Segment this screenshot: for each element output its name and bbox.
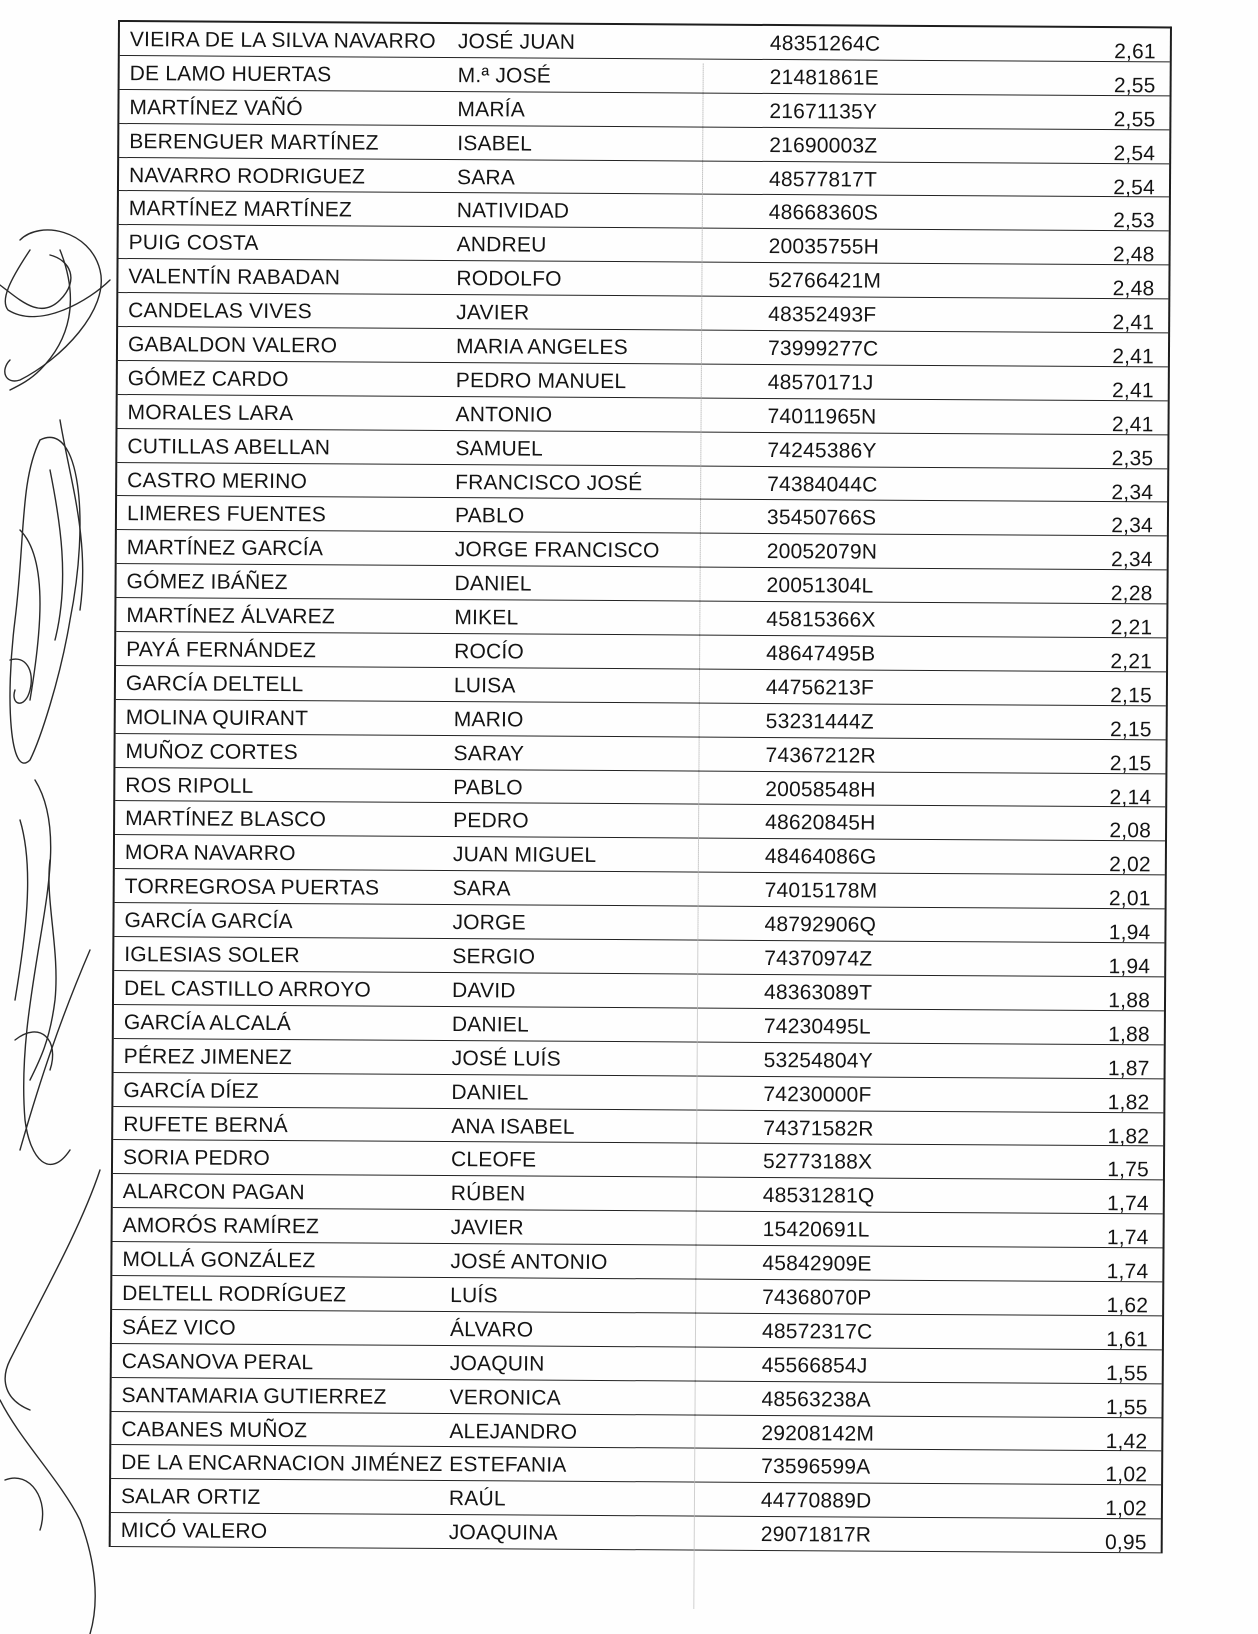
score-cell: 2,41: [1112, 345, 1155, 369]
first-name-cell: RAÚL: [448, 1487, 506, 1511]
dni-cell: 52773188X: [762, 1150, 873, 1175]
first-name-cell: FRANCISCO JOSÉ: [455, 470, 643, 495]
surname-cell: PÉREZ JIMENEZ: [123, 1044, 293, 1069]
dni-cell: 48352493F: [768, 303, 877, 327]
dni-cell: 48563238A: [761, 1387, 871, 1412]
surname-cell: CASANOVA PERAL: [121, 1349, 314, 1374]
dni-cell: 74367212R: [765, 743, 876, 768]
surname-cell: GABALDON VALERO: [127, 333, 338, 358]
surname-cell: MUÑOZ CORTES: [125, 739, 298, 764]
surname-cell: SANTAMARIA GUTIERREZ: [121, 1383, 387, 1409]
surname-cell: GARCÍA DELTELL: [125, 671, 304, 697]
dni-cell: 15420691L: [762, 1218, 870, 1242]
surname-cell: CANDELAS VIVES: [128, 299, 312, 324]
surname-cell: DELTELL RODRÍGUEZ: [122, 1282, 347, 1307]
dni-cell: 45842909E: [762, 1252, 872, 1276]
dni-cell: 74230495L: [763, 1014, 871, 1039]
surname-cell: AMORÓS RAMÍREZ: [122, 1214, 320, 1239]
first-name-cell: DANIEL: [451, 1012, 530, 1037]
dni-cell: 48577817T: [768, 167, 878, 192]
score-cell: 1,74: [1106, 1226, 1149, 1250]
score-cell: 2,15: [1109, 751, 1152, 776]
surname-cell: CASTRO MERINO: [127, 468, 308, 493]
first-name-cell: ÁLVARO: [449, 1317, 534, 1342]
score-cell: 2,53: [1113, 209, 1155, 233]
surname-cell: MARTÍNEZ MARTÍNEZ: [128, 197, 353, 222]
first-name-cell: CLEOFE: [450, 1148, 537, 1172]
table-row: [111, 1513, 1161, 1553]
first-name-cell: ROCÍO: [454, 640, 525, 664]
score-cell: 2,41: [1111, 412, 1154, 437]
dni-cell: 21671135Y: [769, 99, 878, 124]
results-table: [109, 20, 1172, 1553]
first-name-cell: ESTEFANIA: [449, 1453, 567, 1478]
first-name-cell: NATIVIDAD: [456, 199, 570, 224]
dni-cell: 20058548H: [765, 777, 876, 802]
dni-cell: 73999277C: [767, 336, 879, 361]
dni-cell: 74368070P: [762, 1285, 872, 1310]
surname-cell: MARTÍNEZ VAÑÓ: [129, 95, 303, 120]
surname-cell: GÓMEZ IBÁÑEZ: [126, 570, 288, 595]
surname-cell: MARTÍNEZ GARCÍA: [126, 536, 324, 561]
surname-cell: MARTÍNEZ BLASCO: [125, 807, 327, 832]
dni-cell: 48351264C: [769, 31, 881, 56]
first-name-cell: PEDRO MANUEL: [455, 368, 627, 394]
score-cell: 1,88: [1108, 989, 1151, 1013]
dni-cell: 20051304L: [766, 574, 874, 598]
first-name-cell: JOSÉ JUAN: [457, 30, 576, 54]
dni-cell: 48668360S: [768, 201, 879, 226]
dni-cell: 73596599A: [761, 1455, 871, 1480]
dni-cell: 48531281Q: [762, 1184, 875, 1208]
first-name-cell: JUAN MIGUEL: [452, 843, 597, 868]
surname-cell: SÁEZ VICO: [121, 1315, 236, 1340]
dni-cell: 74245386Y: [767, 438, 877, 463]
surname-cell: PUIG COSTA: [128, 231, 259, 256]
score-cell: 2,14: [1109, 785, 1152, 809]
score-cell: 1,02: [1105, 1463, 1148, 1487]
score-cell: 2,61: [1114, 40, 1156, 64]
surname-cell: VALENTÍN RABADAN: [128, 265, 341, 290]
score-cell: 2,34: [1111, 514, 1153, 538]
surname-cell: ROS RIPOLL: [125, 773, 254, 798]
dni-cell: 44770889D: [760, 1489, 872, 1513]
dni-cell: 48620845H: [765, 811, 876, 836]
score-cell: 1,94: [1108, 921, 1151, 945]
score-cell: 2,35: [1111, 446, 1154, 471]
score-cell: 0,95: [1104, 1531, 1147, 1555]
surname-cell: ALARCON PAGAN: [122, 1180, 305, 1205]
first-name-cell: ISABEL: [457, 131, 533, 156]
score-cell: 1,82: [1107, 1090, 1150, 1114]
first-name-cell: SARA: [452, 877, 511, 901]
score-cell: 2,41: [1111, 378, 1154, 403]
score-cell: 2,08: [1109, 819, 1152, 843]
score-cell: 2,34: [1110, 548, 1153, 572]
results-table-wrapper: [108, 20, 1168, 1631]
first-name-cell: JOSÉ LUÍS: [451, 1046, 561, 1071]
surname-cell: BERENGUER MARTÍNEZ: [129, 129, 379, 155]
score-cell: 2,34: [1111, 480, 1154, 504]
surname-cell: RUFETE BERNÁ: [123, 1112, 288, 1137]
surname-cell: CUTILLAS ABELLAN: [127, 434, 331, 459]
surname-cell: DEL CASTILLO ARROYO: [124, 976, 372, 1002]
first-name-cell: JAVIER: [450, 1216, 524, 1240]
score-cell: 2,54: [1113, 141, 1156, 166]
score-cell: 1,88: [1108, 1022, 1150, 1047]
surname-cell: SALAR ORTIZ: [120, 1485, 261, 1510]
score-cell: 1,87: [1107, 1056, 1150, 1081]
surname-cell: MORA NAVARRO: [124, 841, 296, 866]
dni-cell: 48647495B: [766, 642, 876, 666]
score-cell: 1,55: [1105, 1395, 1148, 1419]
first-name-cell: JOAQUINA: [448, 1521, 558, 1545]
first-name-cell: MIKEL: [454, 606, 519, 630]
surname-cell: LIMERES FUENTES: [126, 502, 327, 527]
dni-cell: 45815366X: [766, 608, 876, 632]
score-cell: 2,48: [1112, 277, 1155, 301]
dni-cell: 21690003Z: [769, 133, 878, 158]
first-name-cell: DANIEL: [451, 1080, 529, 1105]
first-name-cell: SARA: [456, 165, 516, 189]
score-cell: 2,55: [1113, 73, 1156, 98]
surname-cell: CABANES MUÑOZ: [121, 1417, 308, 1442]
surname-cell: MOLINA QUIRANT: [125, 705, 309, 730]
dni-cell: 29071817R: [760, 1523, 872, 1547]
score-cell: 2,01: [1108, 887, 1151, 911]
first-name-cell: PABLO: [453, 775, 523, 800]
dni-cell: 74384044C: [767, 472, 878, 497]
dni-cell: 53254804Y: [763, 1048, 873, 1073]
dni-cell: 44756213F: [765, 675, 875, 700]
score-cell: 1,82: [1107, 1124, 1150, 1148]
first-name-cell: VERONICA: [449, 1385, 561, 1410]
first-name-cell: PEDRO: [453, 809, 529, 834]
surname-cell: GÓMEZ CARDO: [127, 366, 289, 391]
dni-cell: 45566854J: [761, 1353, 868, 1378]
score-cell: 2,21: [1110, 650, 1153, 674]
first-name-cell: LUÍS: [450, 1284, 498, 1308]
first-name-cell: JOAQUIN: [449, 1351, 545, 1376]
score-cell: 1,75: [1107, 1158, 1150, 1182]
surname-cell: DE LA ENCARNACION JIMÉNEZ: [121, 1451, 443, 1477]
surname-cell: IGLESIAS SOLER: [124, 943, 300, 968]
surname-cell: TORREGROSA PUERTAS: [124, 875, 380, 900]
score-cell: 2,02: [1109, 853, 1151, 877]
dni-cell: 53231444Z: [765, 709, 874, 734]
score-cell: 2,41: [1112, 311, 1155, 335]
score-cell: 2,15: [1109, 717, 1152, 742]
dni-cell: 48792906Q: [764, 913, 877, 937]
score-cell: 2,15: [1110, 683, 1152, 708]
surname-cell: GARCÍA DÍEZ: [123, 1078, 259, 1103]
dni-cell: 20052079N: [766, 540, 878, 565]
dni-cell: 74015178M: [764, 879, 878, 903]
score-cell: 1,62: [1106, 1294, 1149, 1318]
first-name-cell: MARIA ANGELES: [455, 335, 628, 360]
surname-cell: GARCÍA GARCÍA: [124, 909, 293, 934]
score-cell: 1,94: [1108, 955, 1151, 979]
score-cell: 1,42: [1105, 1429, 1148, 1453]
first-name-cell: DANIEL: [454, 572, 532, 596]
dni-cell: 20035755H: [768, 235, 880, 259]
first-name-cell: DAVID: [452, 978, 516, 1003]
first-name-cell: RÚBEN: [450, 1182, 526, 1206]
score-cell: 2,21: [1110, 616, 1153, 640]
dni-cell: 74371582R: [763, 1116, 874, 1141]
first-name-cell: JORGE FRANCISCO: [454, 538, 660, 563]
score-cell: 2,54: [1113, 175, 1156, 199]
dni-cell: 74011965N: [767, 404, 877, 429]
surname-cell: MICÓ VALERO: [120, 1519, 268, 1544]
dni-cell: 48572317C: [761, 1319, 873, 1344]
score-cell: 1,02: [1105, 1497, 1147, 1521]
first-name-cell: JAVIER: [456, 301, 530, 325]
surname-cell: DE LAMO HUERTAS: [129, 61, 332, 87]
first-name-cell: JOSÉ ANTONIO: [450, 1250, 608, 1275]
score-cell: 1,74: [1106, 1260, 1149, 1284]
first-name-cell: PABLO: [454, 504, 525, 528]
surname-cell: PAYÁ FERNÁNDEZ: [126, 638, 317, 663]
first-name-cell: JORGE: [452, 911, 526, 935]
surname-cell: GARCÍA ALCALÁ: [123, 1010, 292, 1035]
first-name-cell: ANTONIO: [455, 402, 553, 427]
score-cell: 1,55: [1105, 1361, 1148, 1386]
dni-cell: 35450766S: [766, 506, 877, 531]
dni-cell: 48464086G: [764, 845, 877, 870]
first-name-cell: MARIO: [453, 707, 524, 732]
dni-cell: 48570171J: [767, 370, 874, 395]
surname-cell: MORALES LARA: [127, 400, 294, 425]
surname-cell: VIEIRA DE LA SILVA NAVARRO: [129, 28, 436, 53]
surname-cell: MARTÍNEZ ÁLVAREZ: [126, 604, 336, 629]
score-cell: 1,74: [1107, 1192, 1149, 1216]
first-name-cell: SERGIO: [452, 945, 536, 969]
dni-cell: 29208142M: [761, 1421, 875, 1446]
score-cell: 1,61: [1106, 1327, 1149, 1352]
score-cell: 2,48: [1112, 243, 1155, 267]
dni-cell: 52766421M: [768, 269, 882, 293]
first-name-cell: SARAY: [453, 741, 525, 766]
score-cell: 2,28: [1110, 582, 1153, 606]
dni-cell: 48363089T: [764, 980, 873, 1005]
surname-cell: NAVARRO RODRIGUEZ: [128, 163, 366, 189]
first-name-cell: ANDREU: [456, 233, 547, 257]
dni-cell: 74370974Z: [764, 947, 873, 971]
dni-cell: 74230000F: [763, 1082, 872, 1107]
first-name-cell: ANA ISABEL: [451, 1114, 575, 1139]
first-name-cell: ALEJANDRO: [449, 1419, 578, 1444]
first-name-cell: M.ª JOSÉ: [457, 63, 552, 88]
first-name-cell: LUISA: [453, 673, 516, 698]
score-cell: 2,55: [1113, 107, 1156, 132]
first-name-cell: RODOLFO: [456, 267, 562, 291]
surname-cell: SORIA PEDRO: [122, 1146, 271, 1171]
surname-cell: MOLLÁ GONZÁLEZ: [122, 1248, 316, 1273]
first-name-cell: SAMUEL: [455, 436, 544, 461]
dni-cell: 21481861E: [769, 65, 879, 90]
first-name-cell: MARÍA: [457, 97, 526, 122]
